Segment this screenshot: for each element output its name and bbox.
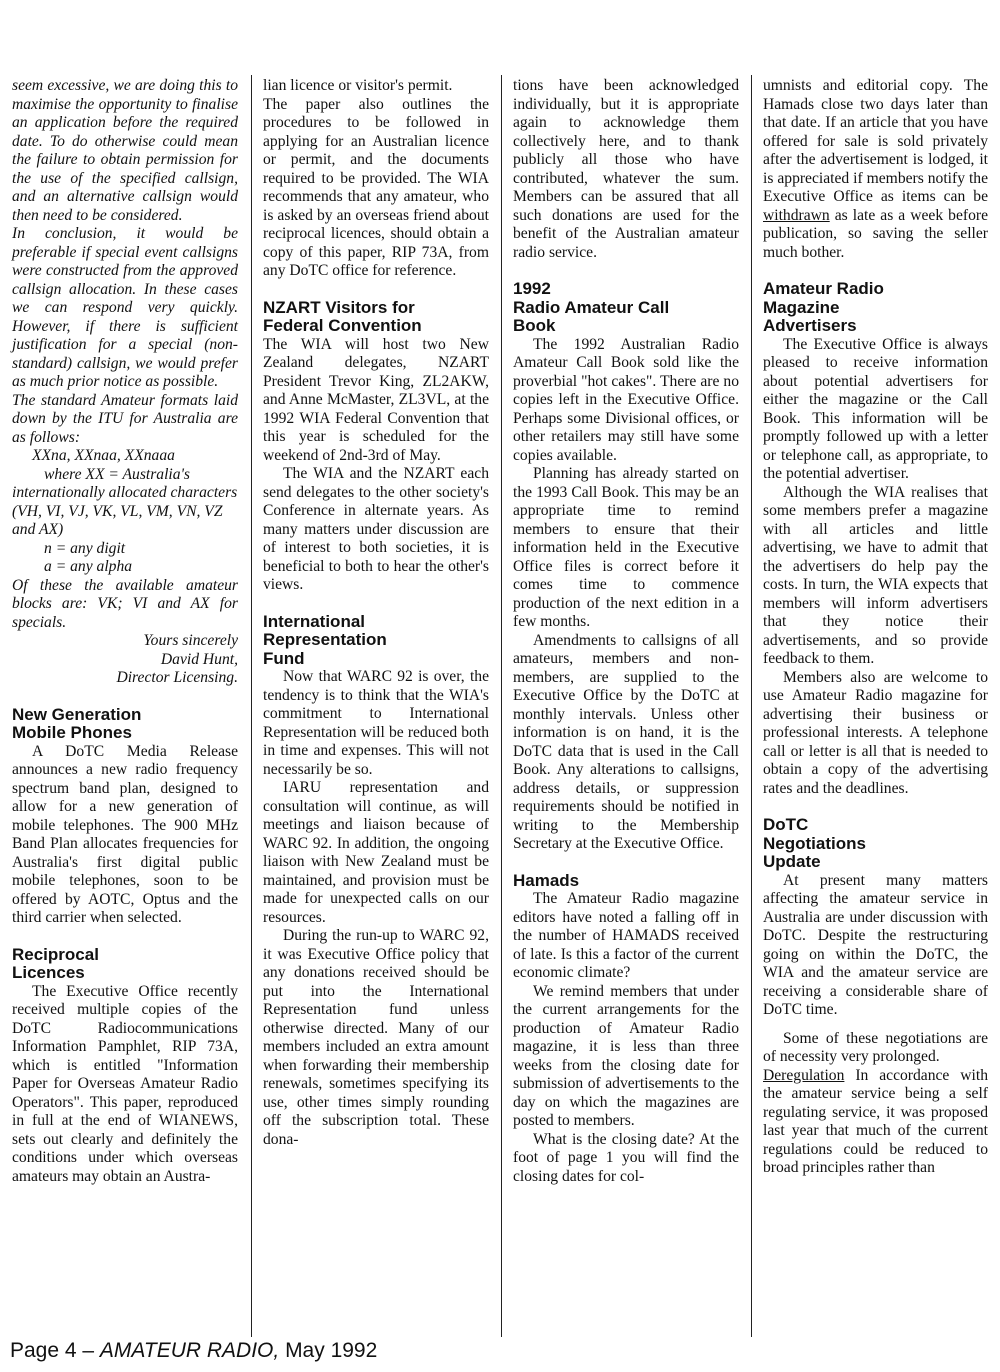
paragraph: During the run-up to WARC 92, it was Executive Office policy that any donations received should be put into the International Representation fund unless otherwise directed. Many of our members included an extra amount when forwarding their membership renewals, sometimes specifying its use, other times simply rounding off the subscription total. These dona-	[263, 927, 489, 1148]
text-run: umnists and editorial copy. The Hamads close two days later than that date. If an article that you have offered for sale is sold privately after the advertisement is lodged, it is appreciated if members notify the Executive Office as items can be	[763, 77, 988, 205]
column-1	[12, 77, 238, 1186]
page-footer	[10, 1338, 377, 1364]
underlined-word: withdrawn	[763, 206, 830, 224]
paragraph: IARU representation and consultation will continue, as will meetings and liaison because of WARC 92. In addition, the ongoing liaison with New Zealand must be maintained, and provision must be made for unexpected calls on our resources.	[263, 779, 489, 926]
callsign-where: where XX = Australia's internationally allocated characters (VH, VI, VJ, VK, VL, VM, VN, VZ and AX)	[12, 465, 238, 538]
column-2	[263, 77, 489, 1149]
text-run: In accordance with the amateur service being a self regulating service, it was proposed last year that much of the current regulations could be reduced to broad principles rather than	[763, 1066, 988, 1176]
column-rule	[751, 75, 752, 1337]
letter-paragraph: In conclusion, it would be preferable if special event callsigns were constructed from the approved callsign allocation. In these cases we can respond very quickly. However, if there is sufficient justification for a special (non-standard) callsign, we would prefer as much prior notice as possible.	[12, 225, 238, 390]
paragraph: Planning has already started on the 1993 Call Book. This may be an appropriate time to remind members to ensure that their information held in the Executive Office files is correct before it comes time to commence production of the next edition in a few months.	[513, 465, 739, 630]
callsign-a-alpha: a = any alpha	[44, 558, 133, 575]
heading-dotc-negotiations: DoTC Negotiations Update	[763, 815, 866, 871]
page-number: Page 4 –	[10, 1339, 95, 1362]
paragraph: The Executive Office is always pleased to receive information about potential advertisers for either the magazine or the Call Book. This information will be promptly followed up with a letter or telephone call, as appropriate, to the potential advertiser.	[763, 335, 988, 482]
heading-reciprocal-licences: Reciprocal Licences	[12, 944, 99, 982]
paragraph: Some of these negotiations are of necessity very prolonged.	[763, 1029, 988, 1065]
heading-mobile-phones: New Generation Mobile Phones	[12, 704, 142, 742]
callsign-n-digit: n = any digit	[44, 539, 126, 557]
paragraph: At present many matters affecting the amateur service in Australia are under discussion with DoTC. Despite the restructuring going on within the DoTC, the WIA and the amateur service are receiving a considerable share of DoTC time.	[763, 871, 988, 1018]
column-3	[513, 77, 739, 1186]
heading-magazine-advertisers: Amateur Radio Magazine Advertisers	[763, 279, 884, 335]
text-run: as late as a week before publication, so saving the seller much bother.	[763, 206, 988, 261]
paragraph	[763, 77, 988, 262]
paragraph: We remind members that under the current arrangements for the production of Amateur Radio magazine, it is less than three weeks from the closing date for submission of advertisements to the day on which the magazines are posted to members.	[513, 982, 739, 1129]
column-4	[763, 77, 988, 1178]
column-rule	[251, 75, 252, 1337]
publication-name: AMATEUR RADIO,	[99, 1339, 280, 1362]
paragraph: A DoTC Media Release announces a new radio frequency spectrum band plan, designed to allow for a new generation of mobile telephones. The 900 MHz Band Plan allocates frequencies for Australia's first digital public mobile telephones, soon to be offered by AOTC, Optus and the third carrier when selected.	[12, 742, 238, 926]
signature-title: Director Licensing.	[116, 669, 238, 686]
signature-name: David Hunt,	[160, 650, 238, 668]
issue-date: May 1992	[285, 1339, 378, 1362]
paragraph: tions have been acknowledged individually, but it is appropriate again to acknowledge them collectively here, and to thank publicly all those who have contributed, whatever the sum. Members can be assured that all such donations are used for the benefit of the Australian amateur radio service.	[513, 77, 739, 261]
letter-paragraph: Of these the available amateur blocks are: VK; VI and AX for specials.	[12, 576, 238, 631]
paragraph	[763, 1067, 988, 1178]
paragraph: The paper also outlines the procedures to be followed in applying for an Australian licence or permit, and the documents required to be provided. The WIA recommends that any amateur, who is asked by an overseas friend about reciprocal licences, should obtain a copy of this paper, RIP 73A, from any DoTC office for reference.	[263, 95, 489, 279]
paragraph: The Executive Office recently received multiple copies of the DoTC Radiocommunications Information Pamphlet, RIP 73A, which is entitled "Information Paper for Overseas Amateur Radio Operators". This paper, reproduced in full at the end of WIANEWS, sets out clearly and definitely the conditions under which overseas amateurs may obtain an Austra-	[12, 982, 238, 1185]
letter-paragraph: The standard Amateur formats laid down by the ITU for Australia are as follows:	[12, 391, 238, 446]
paragraph: Although the WIA realises that some members prefer a magazine with all articles and little advertising, we have to admit that the advertisers do help pay the costs. In turn, the WIA expects that members will inform advertisers that they notice their advertisements, and so provide feedback to them.	[763, 483, 988, 667]
paragraph: Members also are welcome to use Amateur Radio magazine for advertising their business or professional interests. A telephone call or letter is all that is needed to obtain a copy of the advertising rates and the deadlines.	[763, 668, 988, 797]
letter-paragraph: seem excessive, we are doing this to maximise the opportunity to finalise an application before the required date. To do otherwise could mean the failure to obtain permission for the use of the specified callsign, and an alternative callsign would then need to be considered.	[12, 77, 238, 224]
column-rule	[501, 75, 502, 1337]
signature-line: Yours sincerely	[143, 632, 238, 649]
heading-nzart-visitors: NZART Visitors for Federal Convention	[263, 297, 422, 335]
paragraph: The Amateur Radio magazine editors have noted a falling off in the number of HAMADS received of late. Is this a factor of the current economic climate?	[513, 890, 739, 981]
underlined-word: Deregulation	[763, 1066, 845, 1084]
heading-call-book-year: 1992	[513, 279, 551, 298]
callsign-formats: XXna, XXnaa, XXnaaa	[32, 447, 175, 464]
paragraph: The 1992 Australian Radio Amateur Call Book sold like the proverbial "hot cakes". There are no copies left in the Executive Office. Perhaps some Divisional offices, or other retailers may still have some copies available.	[513, 335, 739, 464]
paragraph: The WIA will host two New Zealand delegates, NZART President Trevor King, ZL2AKW, and Anne McMaster, ZL3VL, at the 1992 WIA Federal Convention that this year is scheduled for the weekend of 2nd-3rd of May.	[263, 335, 489, 464]
paragraph: lian licence or visitor's permit.	[263, 77, 453, 94]
heading-call-book: Radio Amateur Call Book	[513, 297, 670, 335]
paragraph: The WIA and the NZART each send delegates to the other society's Conference in alternate years. As many matters under discussion are of interest to both societies, it is beneficial to both to hear the other's views.	[263, 465, 489, 593]
paragraph: What is the closing date? At the foot of page 1 you will find the closing dates for col-	[513, 1130, 739, 1185]
paragraph: Amendments to callsigns of all amateurs, members and non-members, are supplied to the Executive Office by the DoTC at monthly intervals. Unless other information is on hand, it is the DoTC data that is used in the Call Book. Any alterations to callsigns, address details, or suppression requirements should be notified in writing to the Membership Secretary at the Executive Office.	[513, 631, 739, 852]
heading-international-fund: International Representation Fund	[263, 611, 387, 668]
heading-hamads: Hamads	[513, 870, 580, 890]
paragraph: Now that WARC 92 is over, the tendency is to think that the WIA's commitment to International Representation will be reduced both in time and expenses. This will not necessarily be so.	[263, 668, 489, 778]
